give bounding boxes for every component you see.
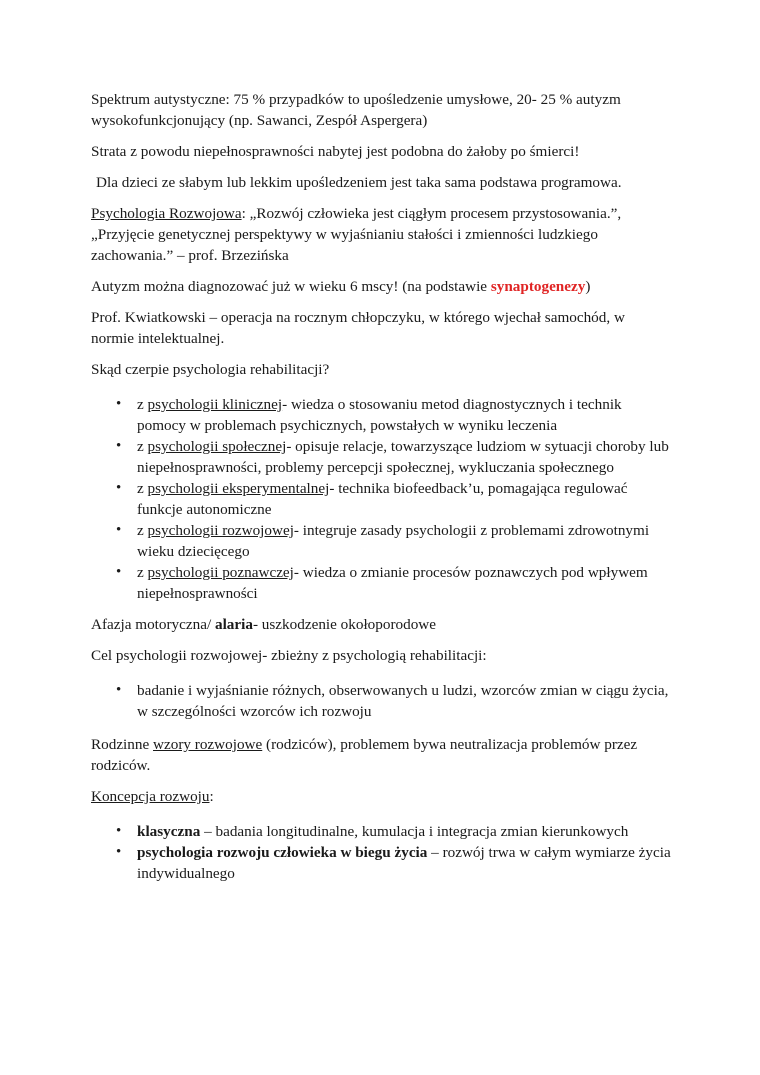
afazja-desc: - uszkodzenie okołoporodowe <box>252 616 436 633</box>
list-item <box>91 436 671 478</box>
bullet-icon: • <box>116 682 122 698</box>
item-text: – badania longitudinalne, kumulacja i integracja zmian kierunkowych <box>200 823 629 840</box>
item-prefix: z <box>137 480 148 497</box>
item-term: psychologii klinicznej <box>147 396 283 413</box>
term-koncepcja-rozwoju: Koncepcja rozwoju <box>91 788 210 805</box>
paragraph-rodzinne <box>91 734 671 776</box>
item-term: psychologii społecznej <box>147 438 287 455</box>
bullet-icon: • <box>116 564 122 580</box>
item-term: psychologii eksperymentalnej <box>147 480 330 497</box>
rodzinne-text: Rodzinne <box>91 736 154 753</box>
cel-list <box>91 680 671 722</box>
list-item <box>91 394 671 436</box>
term-psychologia-rozwojowa: Psychologia Rozwojowa <box>91 205 242 222</box>
paragraph-podstawa-programowa: Dla dzieci ze słabym lub lekkim upośledzeniem jest taka sama podstawa programowa. <box>96 174 622 191</box>
item-text: – rozwój trwa w całym wymiarze życia indywidualnego <box>137 844 671 882</box>
item-text: - opisuje relacje, towarzyszące ludziom w sytuacji choroby lub niepełnosprawności, problemy percepcji społecznej, wykluczania społecznego <box>137 438 669 476</box>
item-prefix: z <box>137 564 148 581</box>
list-item <box>91 842 671 884</box>
koncepcja-list <box>91 821 671 884</box>
item-text: badanie i wyjaśnianie różnych, obserwowanych u ludzi, wzorców zmian w ciągu życia, w szczególności wzorców ich rozwoju <box>137 682 669 720</box>
bullet-icon: • <box>116 438 122 454</box>
term-wzory-rozwojowe: wzory rozwojowe <box>153 736 263 753</box>
item-text: - technika biofeedback’u, pomagająca regulować funkcje autonomiczne <box>137 480 628 518</box>
list-item <box>91 562 671 604</box>
paragraph-afazja <box>91 614 671 635</box>
rodzinne-desc: (rodziców), problemem bywa neutralizacja problemów przez rodziców. <box>91 736 638 774</box>
item-text: - integruje zasady psychologii z problemami zdrowotnymi wieku dziecięcego <box>137 522 650 560</box>
bullet-icon: • <box>116 396 122 412</box>
item-term: klasyczna <box>137 823 201 840</box>
paragraph-kwiatkowski: Prof. Kwiatkowski – operacja na rocznym chłopczyku, w którego wjechał samochód, w normie intelektualnej. <box>91 309 625 347</box>
highlight-synaptogenezy: synaptogenezy <box>490 278 586 295</box>
paragraph-cel: Cel psychologii rozwojowej- zbieżny z psychologią rehabilitacji: <box>91 647 487 664</box>
afazja-text: Afazja motoryczna/ <box>91 616 215 633</box>
koncepcja-colon: : <box>209 788 214 805</box>
paragraph-spektrum: Spektrum autystyczne: 75 % przypadków to upośledzenie umysłowe, 20- 25 % autyzm wysokofunkcjonujący (np. Sawanci, Zespół Aspergera) <box>91 91 621 129</box>
item-text: - wiedza o zmianie procesów poznawczych pod wpływem niepełnosprawności <box>137 564 648 602</box>
paragraph-skad-czerpie: Skąd czerpie psychologia rehabilitacji? <box>91 361 330 378</box>
list-item <box>91 821 671 842</box>
list-item <box>91 520 671 562</box>
list-item <box>91 680 671 722</box>
sources-list <box>91 394 671 604</box>
bullet-icon: • <box>116 823 122 839</box>
term-alaria: alaria <box>214 616 253 633</box>
item-prefix: z <box>137 522 148 539</box>
item-prefix: z <box>137 396 148 413</box>
item-term: psychologii poznawczej <box>147 564 294 581</box>
list-item <box>91 478 671 520</box>
document-content <box>91 89 671 894</box>
autyzm-close: ) <box>585 278 591 295</box>
item-text: - wiedza o stosowaniu metod diagnostycznych i technik pomocy w problemach psychicznych, powstałych w wyniku leczenia <box>137 396 622 434</box>
paragraph-psychologia-rozwojowa <box>91 203 671 266</box>
paragraph-strata: Strata z powodu niepełnosprawności nabytej jest podobna do żałoby po śmierci! <box>91 143 580 160</box>
item-term: psychologii rozwojowej <box>147 522 294 539</box>
bullet-icon: • <box>116 480 122 496</box>
quote-brzezinska: : „Rozwój człowieka jest ciągłym procesem przystosowania.”, „Przyjęcie genetycznej perspektywy w wyjaśnianiu stałości i zmienności ludzkiego zachowania.” – prof. Brzezińska <box>91 205 622 264</box>
bullet-icon: • <box>116 522 122 538</box>
paragraph-koncepcja <box>91 786 671 807</box>
paragraph-autyzm <box>91 276 671 297</box>
bullet-icon: • <box>116 844 122 860</box>
item-term: psychologia rozwoju człowieka w biegu życia <box>137 844 428 861</box>
item-prefix: z <box>137 438 148 455</box>
autyzm-text: Autyzm można diagnozować już w wieku 6 mscy! (na podstawie <box>91 278 491 295</box>
